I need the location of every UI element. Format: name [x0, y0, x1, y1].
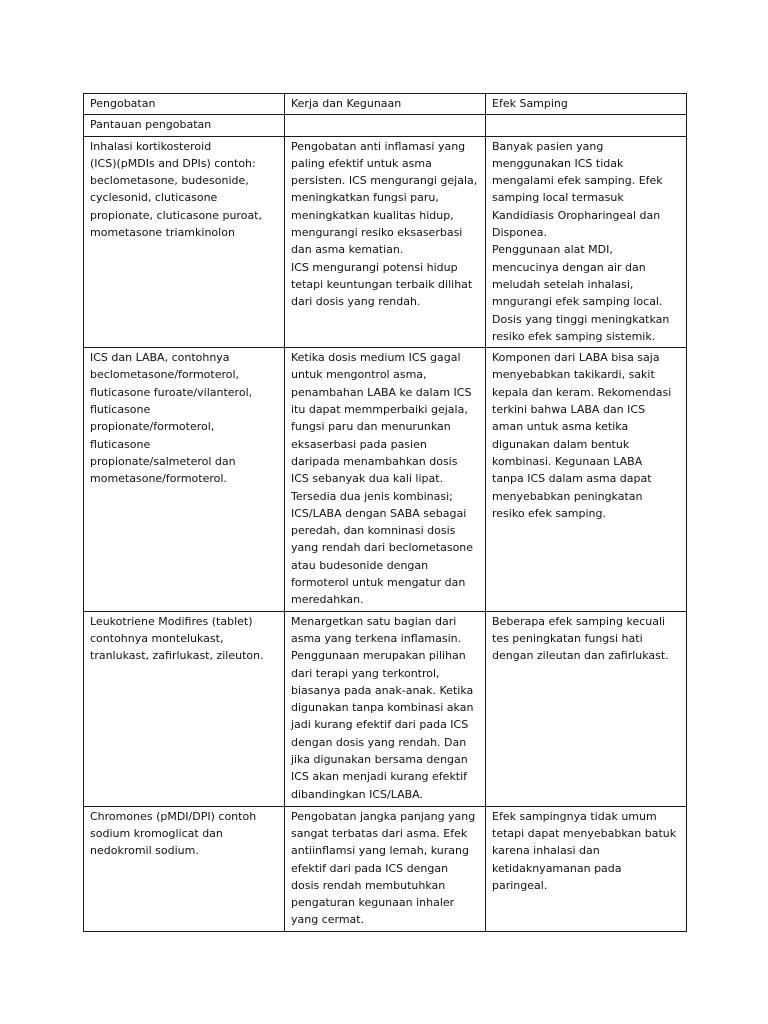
section-empty-cell	[486, 115, 687, 136]
cell-kerja: Pengobatan anti inflamasi yang paling efektif untuk asma persisten. ICS mengurangi gejala, meningkatkan fungsi paru, meningkatkan kualitas hidup, mengurangi resiko eksaserbasi dan asma kematian. ICS mengurangi potensi hidup tetapi keuntungan terbaik dilihat dari dosis yang rendah.	[285, 136, 486, 348]
cell-pengobatan: Chromones (pMDI/DPI) contoh sodium kromoglicat dan nedokromil sodium.	[84, 806, 285, 931]
section-label: Pantauan pengobatan	[84, 115, 285, 136]
table-row	[84, 348, 687, 611]
cell-pengobatan: ICS dan LABA, contohnya beclometasone/formoterol, fluticasone furoate/vilanterol, fluticasone propionate/formoterol, fluticasone propionate/salmeterol dan mometasone/formoterol.	[84, 348, 285, 611]
header-pengobatan: Pengobatan	[84, 94, 285, 115]
cell-efek: Banyak pasien yang menggunakan ICS tidak mengalami efek samping. Efek samping local termasuk Kandidiasis Oropharingeal dan Disponea. Penggunaan alat MDI, mencucinya dengan air dan meludah setelah inhalasi, mngurangi efek samping local. Dosis yang tinggi meningkatkan resiko efek samping sistemik.	[486, 136, 687, 348]
table-header-row	[84, 94, 687, 115]
cell-kerja: Ketika dosis medium ICS gagal untuk mengontrol asma, penambahan LABA ke dalam ICS itu dapat memmperbaiki gejala, fungsi paru dan menurunkan eksaserbasi pada pasien daripada menambahkan dosis ICS sebanyak dua kali lipat. Tersedia dua jenis kombinasi; ICS/LABA dengan SABA sebagai peredah, dan komninasi dosis yang rendah dari beclometasone atau budesonide dengan formoterol untuk mengatur dan meredahkan.	[285, 348, 486, 611]
cell-efek: Efek sampingnya tidak umum tetapi dapat menyebabkan batuk karena inhalasi dan ketidaknyamanan pada paringeal.	[486, 806, 687, 931]
table-row	[84, 611, 687, 806]
medication-table	[83, 93, 687, 932]
header-efek-samping: Efek Samping	[486, 94, 687, 115]
cell-pengobatan: Inhalasi kortikosteroid (ICS)(pMDIs and DPIs) contoh: beclometasone, budesonide, cyclesonid, cluticasone propionate, cluticasone puroat, mometasone triamkinolon	[84, 136, 285, 348]
section-empty-cell	[285, 115, 486, 136]
header-kerja-dan-kegunaan: Kerja dan Kegunaan	[285, 94, 486, 115]
table-row	[84, 136, 687, 348]
cell-efek: Komponen dari LABA bisa saja menyebabkan takikardi, sakit kepala dan keram. Rekomendasi terkini bahwa LABA dan ICS aman untuk asma ketika digunakan dalam bentuk kombinasi. Kegunaan LABA tanpa ICS dalam asma dapat menyebabkan peningkatan resiko efek samping.	[486, 348, 687, 611]
table-section-row	[84, 115, 687, 136]
table-row	[84, 806, 687, 931]
cell-pengobatan: Leukotriene Modifires (tablet) contohnya montelukast, tranlukast, zafirlukast, zileuton.	[84, 611, 285, 806]
cell-kerja: Menargetkan satu bagian dari asma yang terkena inflamasin. Penggunaan merupakan pilihan dari terapi yang terkontrol, biasanya pada anak-anak. Ketika digunakan tanpa kombinasi akan jadi kurang efektif dari pada ICS dengan dosis yang rendah. Dan jika digunakan bersama dengan ICS akan menjadi kurang efektif dibandingkan ICS/LABA.	[285, 611, 486, 806]
cell-kerja: Pengobatan jangka panjang yang sangat terbatas dari asma. Efek antiinflamsi yang lemah, kurang efektif dari pada ICS dengan dosis rendah membutuhkan pengaturan kegunaan inhaler yang cermat.	[285, 806, 486, 931]
cell-efek: Beberapa efek samping kecuali tes peningkatan fungsi hati dengan zileutan dan zafirlukast.	[486, 611, 687, 806]
